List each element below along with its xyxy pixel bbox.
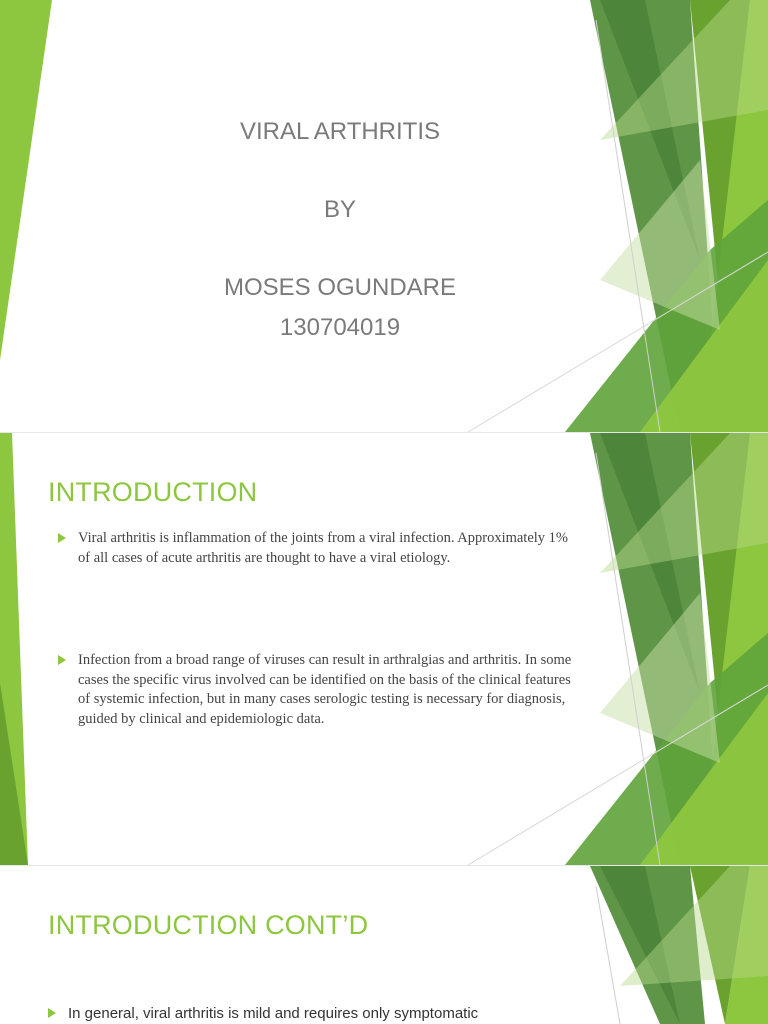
slide-title xyxy=(0,0,768,432)
slide-title-text xyxy=(0,116,680,344)
bullet-text: In general, viral arthritis is mild and requires only symptomatic xyxy=(68,1005,479,1022)
author-name: MOSES OGUNDARE xyxy=(223,274,457,301)
bullet-arrow-icon xyxy=(58,655,66,665)
slide-introduction-contd xyxy=(0,866,768,1024)
author-id: 130704019 xyxy=(279,314,401,341)
slide-heading: INTRODUCTION xyxy=(48,477,258,507)
bullet-text: Infection from a broad range of viruses can result in arthralgias and arthritis. In some cases the specific virus involved can be identified on the basis of the clinical features of systemic infection, but in many cases serologic testing is necessary for diagnosis, guided by clinical and epidemiologic data. xyxy=(78,652,572,727)
bullet-arrow-icon xyxy=(58,533,66,543)
by-label: BY xyxy=(323,196,356,223)
bullet-item xyxy=(58,651,578,729)
bullet-item xyxy=(48,1004,608,1024)
bullet-item xyxy=(58,529,578,568)
bullet-arrow-icon xyxy=(48,1008,56,1018)
slide-heading: INTRODUCTION CONT’D xyxy=(48,910,369,940)
bullet-text: Viral arthritis is inflammation of the joints from a viral infection. Approximately 1% of all cases of acute arthritis are thought to have a viral etiology. xyxy=(78,530,569,566)
slide-introduction xyxy=(0,433,768,865)
slide-decoration xyxy=(0,866,768,1024)
presentation-title: VIRAL ARTHRITIS xyxy=(239,118,441,145)
